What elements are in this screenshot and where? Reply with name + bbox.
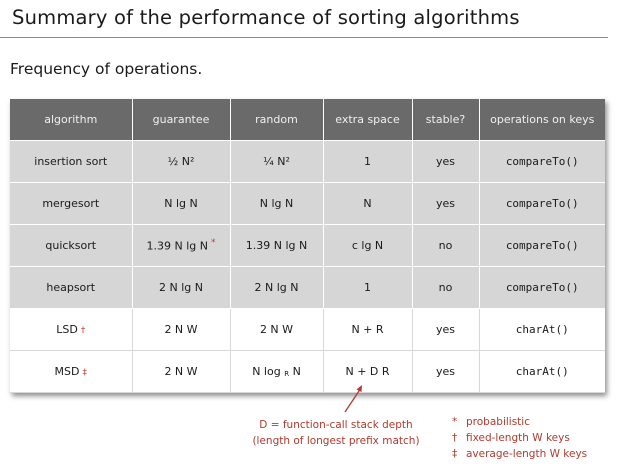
legend-symbol: ‡ <box>452 448 458 460</box>
legend-symbol: † <box>452 432 458 444</box>
cell-guarantee: N lg N <box>132 183 230 225</box>
cell-random: N lg N <box>230 183 323 225</box>
cell-algorithm: heapsort <box>10 267 132 309</box>
slide-subtitle: Frequency of operations. <box>10 60 203 78</box>
header-algorithm: algorithm <box>10 99 132 141</box>
cell-stable: no <box>412 225 479 267</box>
header-guarantee: guarantee <box>132 99 230 141</box>
cell-random: ¼ N² <box>230 141 323 183</box>
header-random: random <box>230 99 323 141</box>
cell-stable: no <box>412 267 479 309</box>
header-extra-space: extra space <box>323 99 412 141</box>
cell-extra-space: N + R <box>323 309 412 351</box>
legend-text: probabilistic <box>466 416 530 428</box>
guarantee-value: 1.39 N lg N <box>146 239 208 253</box>
cell-guarantee: 2 N lg N <box>132 267 230 309</box>
cell-stable: yes <box>412 141 479 183</box>
footnote-legend <box>452 414 587 462</box>
algorithm-name: MSD <box>54 365 80 378</box>
cell-operations: charAt() <box>479 351 605 393</box>
cell-random: 2 N W <box>230 309 323 351</box>
fixed-length-mark: † <box>80 326 86 336</box>
cell-extra-space: N <box>323 183 412 225</box>
cell-extra-space: c lg N <box>323 225 412 267</box>
legend-item <box>452 430 587 446</box>
legend-text: average-length W keys <box>466 448 588 460</box>
cell-random: 1.39 N lg N <box>230 225 323 267</box>
cell-extra-space: N + D R <box>323 351 412 393</box>
log-base: R <box>284 370 290 378</box>
cell-operations: compareTo() <box>479 141 605 183</box>
random-pre: N log <box>252 365 281 378</box>
random-post: N <box>292 365 301 378</box>
algorithm-name: LSD <box>56 323 78 336</box>
header-operations: operations on keys <box>479 99 605 141</box>
probabilistic-mark: * <box>210 238 216 249</box>
legend-item <box>452 446 587 462</box>
cell-operations: charAt() <box>479 309 605 351</box>
cell-algorithm: mergesort <box>10 183 132 225</box>
cell-stable: yes <box>412 309 479 351</box>
slide-title: Summary of the performance of sorting algorithms <box>12 6 520 29</box>
cell-operations: compareTo() <box>479 225 605 267</box>
cell-guarantee: 2 N W <box>132 351 230 393</box>
cell-guarantee: ½ N² <box>132 141 230 183</box>
legend-text: fixed-length W keys <box>466 432 570 444</box>
legend-symbol: * <box>452 416 458 428</box>
legend-item <box>452 414 587 430</box>
stack-depth-annotation <box>244 417 428 449</box>
annotation-line-1: D = function-call stack depth <box>259 419 413 431</box>
cell-algorithm: quicksort <box>10 225 132 267</box>
cell-operations: compareTo() <box>479 267 605 309</box>
cell-algorithm: insertion sort <box>10 141 132 183</box>
cell-extra-space: 1 <box>323 267 412 309</box>
cell-operations: compareTo() <box>479 183 605 225</box>
cell-extra-space: 1 <box>323 141 412 183</box>
cell-stable: yes <box>412 183 479 225</box>
annotation-line-2: (length of longest prefix match) <box>252 435 420 447</box>
cell-random: 2 N lg N <box>230 267 323 309</box>
cell-stable: yes <box>412 351 479 393</box>
cell-guarantee: 2 N W <box>132 309 230 351</box>
average-length-mark: ‡ <box>82 368 87 378</box>
header-stable: stable? <box>412 99 479 141</box>
